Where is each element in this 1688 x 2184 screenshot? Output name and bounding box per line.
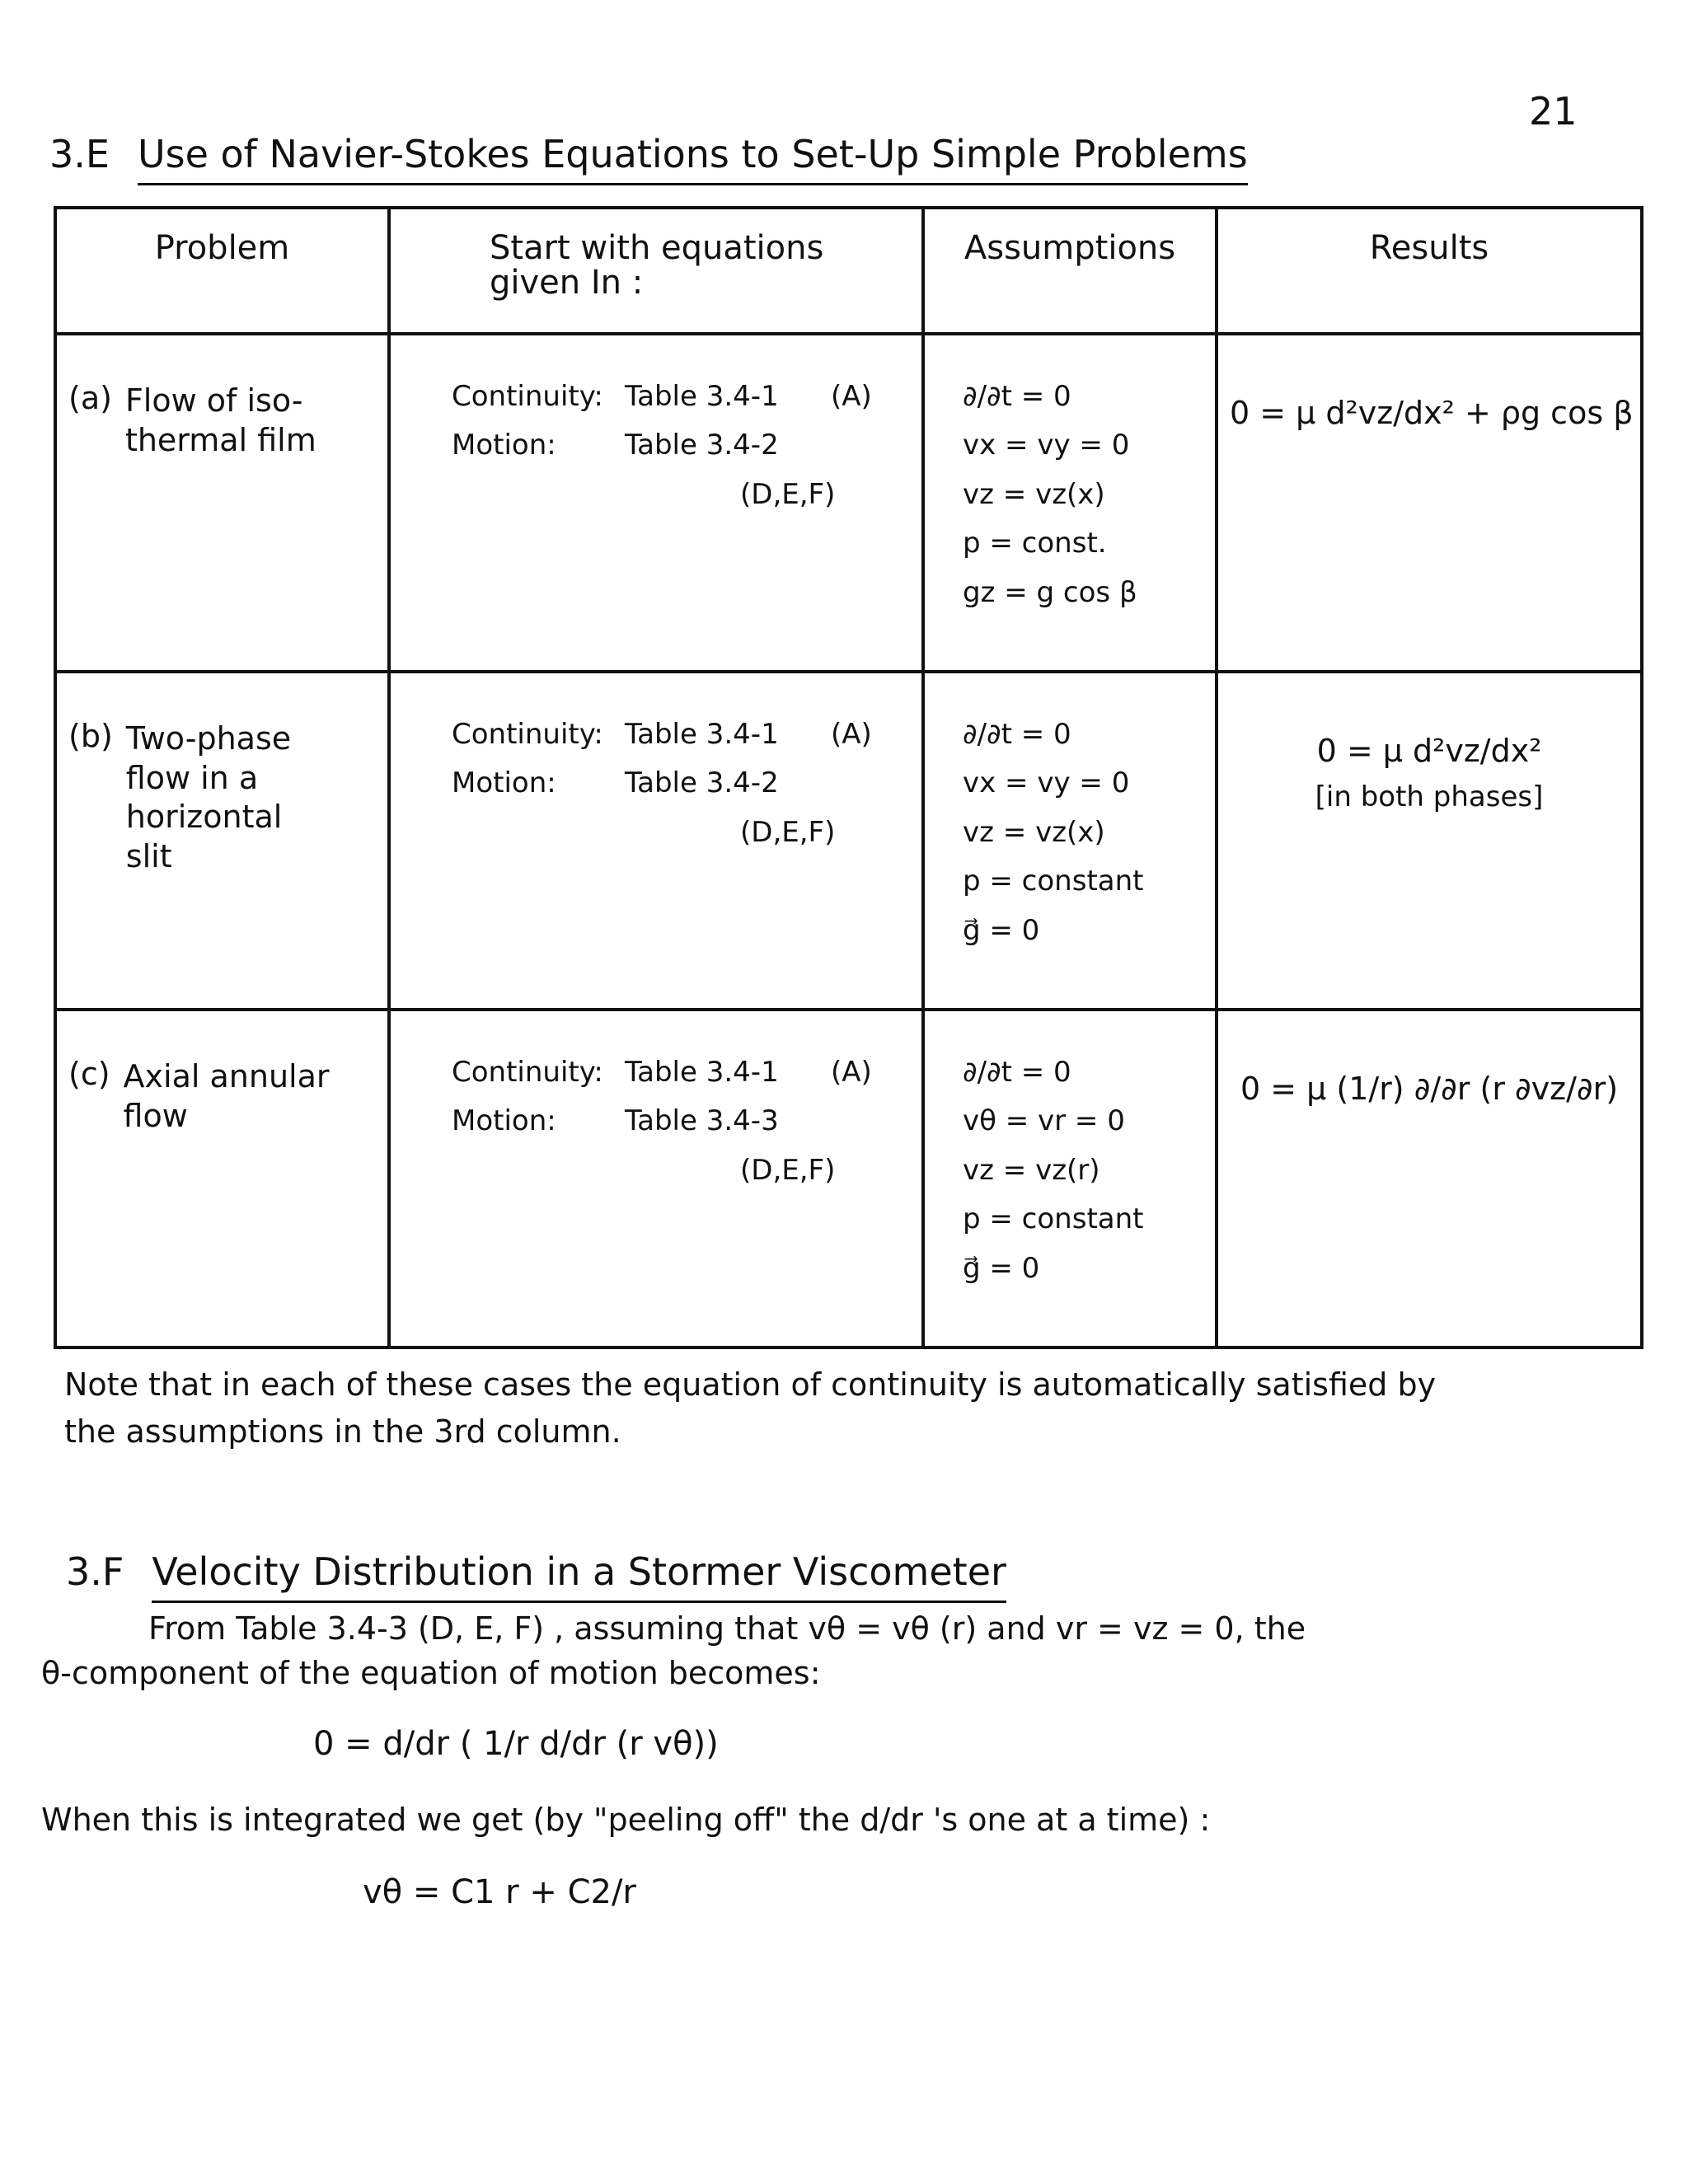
assumption-item: vx = vy = 0 — [963, 429, 1130, 462]
problem-text: Axial annular flow — [123, 1058, 330, 1134]
assumption-item: vx = vy = 0 — [963, 766, 1130, 800]
assumption-item: ∂/∂t = 0 — [963, 1056, 1071, 1089]
row-label: (b) — [68, 718, 113, 754]
row-label: (c) — [68, 1056, 110, 1092]
section-f-title: Velocity Distribution in a Stormer Viscometer — [152, 1549, 1006, 1603]
assumption-item: ∂/∂t = 0 — [963, 718, 1071, 751]
continuity-note — [64, 1361, 1436, 1455]
result-equation: 0 = μ d²vz/dx² + ρg cos β — [1230, 395, 1634, 431]
assumption-item: p = constant — [963, 1202, 1144, 1236]
result-equation: 0 = μ (1/r) ∂/∂r (r ∂vz/∂r) — [1240, 1071, 1619, 1107]
assumption-item: g⃗ = 0 — [963, 913, 1040, 947]
assumption-item: vz = vz(r) — [963, 1153, 1100, 1187]
table-row — [55, 334, 1642, 672]
problem-text: Two-phase flow in a horizontal slit — [125, 720, 292, 874]
result-cell — [1217, 672, 1642, 1010]
assumption-item: vθ = vr = 0 — [963, 1104, 1125, 1138]
continuity-label: Continuity: — [452, 1056, 603, 1089]
header-results: Results — [1217, 208, 1642, 334]
result-equation: 0 = μ d²vz/dx² — [1316, 733, 1542, 769]
continuity-part: (A) — [831, 380, 872, 413]
continuity-label: Continuity: — [452, 380, 603, 413]
motion-parts: (D,E,F) — [740, 477, 836, 511]
navier-stokes-table — [54, 206, 1643, 1349]
continuity-table-ref: Table 3.4-1 — [625, 718, 779, 751]
assumption-item: p = constant — [963, 865, 1144, 898]
velocity-solution: vθ = C1 r + C2/r — [363, 1873, 636, 1911]
section-f-paragraph-1: From Table 3.4-3 (D, E, F) , assuming that vθ = vθ (r) and vr = vz = 0, the — [148, 1610, 1306, 1647]
section-e-number: 3.E — [49, 132, 110, 176]
assumption-item: ∂/∂t = 0 — [963, 380, 1071, 413]
equations-cell — [389, 1010, 923, 1347]
equations-cell — [389, 334, 923, 672]
continuity-part: (A) — [831, 718, 872, 751]
equations-cell — [389, 672, 923, 1010]
motion-label: Motion: — [452, 429, 556, 462]
section-f-heading — [66, 1549, 1006, 1594]
motion-label: Motion: — [452, 1104, 556, 1138]
table-row — [55, 672, 1642, 1010]
header-problem: Problem — [55, 208, 389, 334]
assumptions-cell — [923, 334, 1217, 672]
table-header-row — [55, 208, 1642, 334]
motion-label: Motion: — [452, 766, 556, 800]
section-f-number: 3.F — [66, 1549, 124, 1594]
section-f-paragraph-2: θ-component of the equation of motion becomes: — [41, 1655, 821, 1691]
table-row — [55, 1010, 1642, 1347]
section-e-title: Use of Navier-Stokes Equations to Set-Up Simple Problems — [138, 132, 1248, 185]
problem-cell — [55, 334, 389, 672]
row-label: (a) — [68, 380, 112, 416]
assumption-item: g⃗ = 0 — [963, 1251, 1040, 1285]
continuity-table-ref: Table 3.4-1 — [625, 380, 779, 413]
header-assumptions: Assumptions — [923, 208, 1217, 334]
note-line-1: Note that in each of these cases the equation of continuity is automatically satisfied by — [64, 1366, 1437, 1403]
motion-table-ref: Table 3.4-2 — [625, 766, 779, 800]
page-number: 21 — [1529, 89, 1578, 134]
assumption-item: vz = vz(x) — [963, 815, 1105, 849]
result-cell — [1217, 1010, 1642, 1347]
header-start-equations: Start with equations given In : — [389, 208, 923, 334]
assumption-item: gz = g cos β — [963, 575, 1137, 609]
result-note: [in both phases] — [1315, 780, 1544, 813]
assumptions-cell — [923, 1010, 1217, 1347]
result-cell — [1217, 334, 1642, 672]
problem-cell — [55, 672, 389, 1010]
section-f-paragraph-3: When this is integrated we get (by "peeling off" the d/dr 's one at a time) : — [41, 1802, 1211, 1838]
motion-table-ref: Table 3.4-3 — [625, 1104, 779, 1138]
motion-table-ref: Table 3.4-2 — [625, 429, 779, 462]
continuity-table-ref: Table 3.4-1 — [625, 1056, 779, 1089]
problem-cell — [55, 1010, 389, 1347]
motion-parts: (D,E,F) — [740, 1153, 836, 1187]
motion-parts: (D,E,F) — [740, 815, 836, 849]
assumptions-cell — [923, 672, 1217, 1010]
assumption-item: vz = vz(x) — [963, 477, 1105, 511]
assumption-item: p = const. — [963, 527, 1107, 560]
problem-text: Flow of iso-thermal film — [124, 382, 316, 458]
continuity-part: (A) — [831, 1056, 872, 1089]
note-line-2: the assumptions in the 3rd column. — [64, 1413, 621, 1450]
equation-of-motion: 0 = d/dr ( 1/r d/dr (r vθ)) — [313, 1725, 719, 1763]
continuity-label: Continuity: — [452, 718, 603, 751]
section-e-heading — [49, 132, 1248, 176]
